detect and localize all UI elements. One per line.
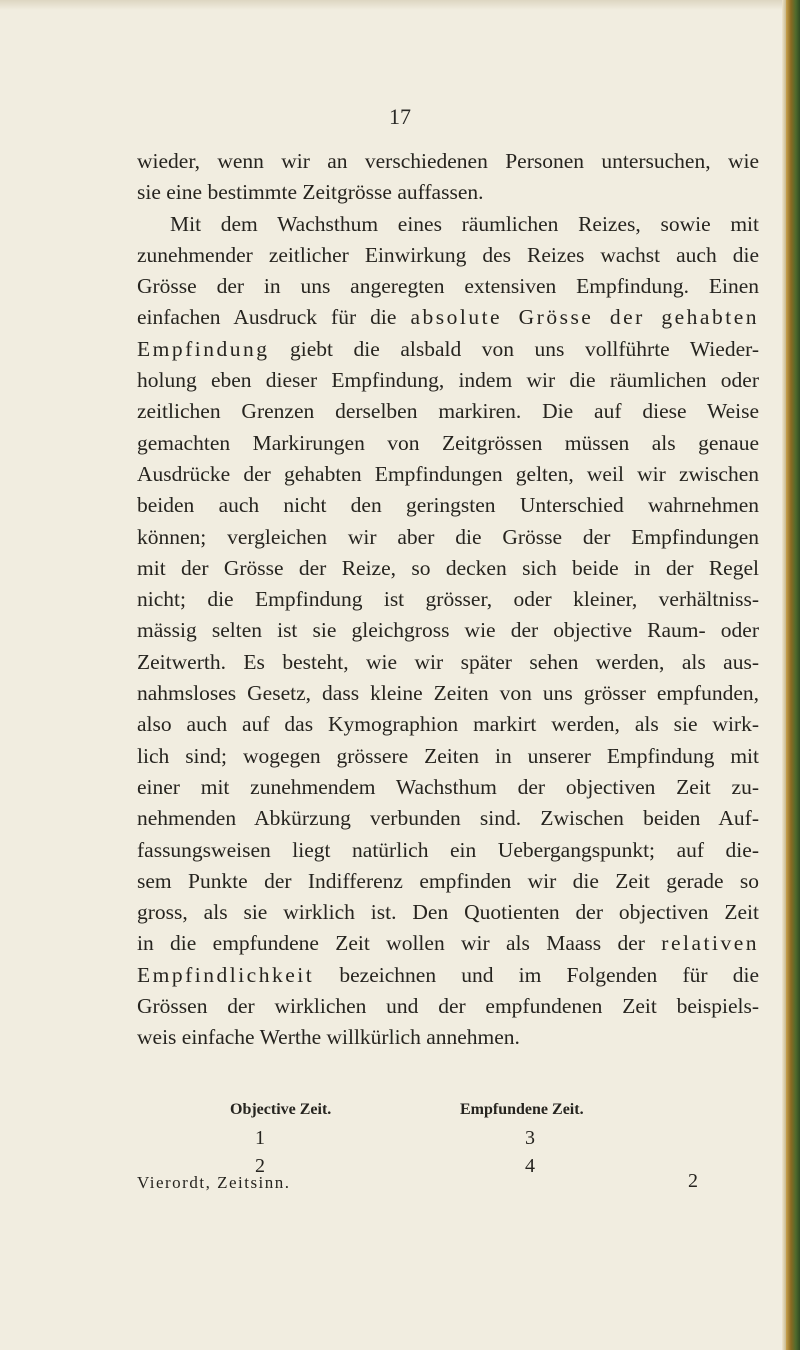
perceived-value: 3: [525, 1126, 535, 1149]
table-cell: [440, 1155, 670, 1178]
table-row: [230, 1124, 670, 1152]
text-line: Ausdrücke der gehabten Empfindungen gelten, weil wir zwischen: [137, 461, 759, 486]
text-line: Zeitwerth. Es besteht, wie wir später sehen werden, als aus-: [137, 649, 759, 674]
book-spine: [786, 0, 800, 1350]
text-line: Grössen der wirklichen und der empfundenen Zeit beispiels-: [137, 994, 759, 1019]
text-line: nahmsloses Gesetz, dass kleine Zeiten von uns grösser empfunden,: [137, 681, 759, 706]
text-line: gemachten Markirungen von Zeitgrössen müssen als genaue: [137, 430, 759, 455]
signature-line: Vierordt, Zeitsinn.: [137, 1173, 291, 1192]
text-line: holung eben dieser Empfindung, indem wir die räumlichen oder: [137, 368, 759, 393]
text-line: sie eine bestimmte Zeitgrösse auffassen.: [137, 180, 484, 205]
emphasized-text: Empfindlichkeit: [137, 962, 315, 987]
text-line: gross, als sie wirklich ist. Den Quotienten der objectiven Zeit: [137, 900, 759, 925]
emphasized-text: absolute Grösse der gehabten: [410, 305, 759, 330]
text-run: bezeichnen und im Folgenden für die: [314, 962, 759, 987]
page-number: 17: [389, 104, 411, 129]
text-line: mit der Grösse der Reize, so decken sich beide in der Regel: [137, 555, 759, 580]
text-line: [137, 302, 759, 333]
text-line: [137, 960, 759, 991]
text-line: lich sind; wogegen grössere Zeiten in unserer Empfindung mit: [137, 743, 759, 768]
text-line: nehmenden Abkürzung verbunden sind. Zwischen beiden Auf-: [137, 806, 759, 831]
objective-value: 2: [255, 1154, 265, 1177]
table-row: [230, 1152, 670, 1180]
table-cell: [230, 1127, 440, 1150]
text-line: Grösse der in uns angeregten extensiven Empfindung. Einen: [137, 274, 759, 299]
text-run: giebt die alsbald von uns vollführte Wieder-: [269, 336, 759, 361]
text-line: [137, 334, 759, 365]
text-line: können; vergleichen wir aber die Grösse der Empfindungen: [137, 524, 759, 549]
text-line: mässig selten ist sie gleichgross wie der objective Raum- oder: [137, 618, 759, 643]
text-line: fassungsweisen liegt natürlich ein Uebergangspunkt; auf die-: [137, 837, 759, 862]
column-header-objective: Objective Zeit.: [230, 1101, 332, 1118]
text-line: [137, 928, 759, 959]
column-header-perceived: Empfundene Zeit.: [460, 1101, 584, 1118]
page-top-shadow: [0, 0, 800, 10]
emphasized-text: Empfindung: [137, 336, 270, 361]
objective-value: 1: [255, 1126, 265, 1149]
text-line: nicht; die Empfindung ist grösser, oder kleiner, verhältniss-: [137, 587, 759, 612]
sheet-mark: 2: [688, 1170, 698, 1192]
table-header-row: [230, 1096, 670, 1124]
text-line: also auch auf das Kymographion markirt werden, als sie wirk-: [137, 712, 759, 737]
text-line: sem Punkte der Indifferenz empfinden wir die Zeit gerade so: [137, 868, 759, 893]
emphasized-text: relativen: [661, 931, 759, 956]
text-line: Mit dem Wachsthum eines räumlichen Reizes, sowie mit: [170, 211, 759, 236]
text-line: zunehmender zeitlicher Einwirkung des Reizes wachst auch die: [137, 242, 759, 267]
text-line: weis einfache Werthe willkürlich annehmen.: [137, 1025, 520, 1050]
text-line: zeitlichen Grenzen derselben markiren. Die auf diese Weise: [137, 399, 759, 424]
time-comparison-table: [230, 1096, 670, 1180]
perceived-value: 4: [525, 1154, 535, 1177]
table-cell: [440, 1127, 670, 1150]
text-run: einfachen Ausdruck für die: [137, 305, 411, 330]
body-text: [137, 146, 759, 1054]
text-line: wieder, wenn wir an verschiedenen Personen untersuchen, wie: [137, 149, 759, 173]
text-line: beiden auch nicht den geringsten Unterschied wahrnehmen: [137, 493, 759, 518]
text-run: in die empfundene Zeit wollen wir als Maass der: [137, 931, 662, 956]
text-line: einer mit zunehmendem Wachsthum der objectiven Zeit zu-: [137, 774, 759, 799]
